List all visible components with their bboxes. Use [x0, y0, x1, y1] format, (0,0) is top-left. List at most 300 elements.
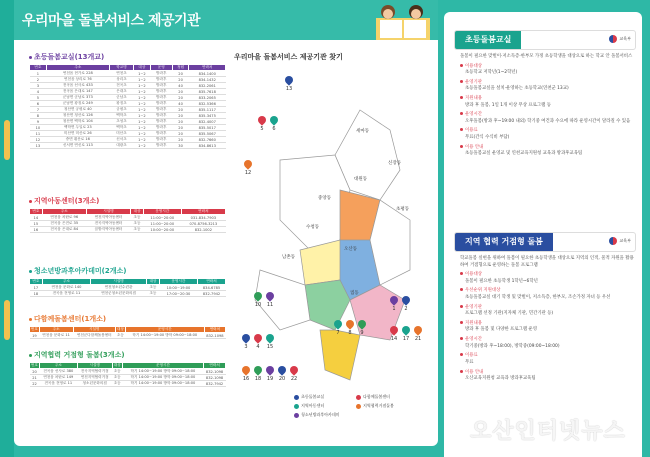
intro-text: 학교돌봄 실현을 위하여 돌봄이 필요한 초등학생을 대상으로 지역의 인적, 물적 자원을 활용하여 거점형으로 운영하는 돌봄 프로그램	[460, 256, 634, 268]
table-header: 시설명	[91, 279, 147, 285]
table-cell: 12	[30, 137, 47, 143]
table-cell: 방과후	[150, 107, 172, 113]
region-green	[305, 280, 350, 330]
table-header: 시설명	[86, 209, 130, 215]
table-cell: 1~2	[134, 83, 151, 89]
pin-number: 20	[278, 376, 286, 382]
table-cell: 초등	[116, 333, 124, 337]
table-cell: 834-1400	[189, 71, 226, 77]
table-cell: 신서면 연신로 113	[46, 143, 109, 149]
table-header: 연락처	[198, 279, 226, 285]
region-label: 중앙동	[318, 196, 332, 201]
table-cell: 20	[172, 125, 189, 131]
region-label: 남촌동	[282, 255, 296, 260]
table-cell: 전곡읍 은대로 147	[46, 89, 109, 95]
table-cell: 청산면 청산로 126	[46, 113, 109, 119]
bullet-icon	[460, 64, 463, 67]
table-cell: 6	[30, 101, 47, 107]
table-cell: 4	[30, 89, 47, 95]
table-cell: 16	[30, 227, 43, 233]
table-row	[30, 143, 226, 149]
bullet-icon	[460, 112, 463, 115]
table-cell: 20	[172, 95, 189, 101]
table-cell: 834-8613	[189, 143, 226, 149]
table-cell: 1~2	[134, 95, 151, 101]
info-body: 돌봄이 필요한 초등학생 1학년~6학년	[465, 278, 538, 284]
table-cell: 연천지역아동센터	[86, 215, 130, 221]
table-cell: 1~2	[134, 77, 151, 83]
table-cell: 832-5366	[189, 101, 226, 107]
table-cell: 연천읍 문화로 140	[42, 285, 90, 291]
table-cell: 832-4007	[189, 119, 226, 125]
table-cell: 연천군다함께돌봄센터	[73, 333, 115, 339]
section-4	[29, 350, 226, 387]
info-heading: 우선순위 지원대상	[460, 288, 634, 295]
pin-number: 7	[336, 330, 340, 336]
facility-table	[29, 64, 226, 149]
table-header: 번호	[30, 65, 47, 71]
info-body: 방과 후 돌봄 및 다양한 프로그램 운영	[465, 327, 537, 333]
table-cell: 832-2061	[189, 83, 226, 89]
table-cell: 20	[172, 71, 189, 77]
pin-number: 21	[414, 336, 422, 342]
table-header: 운영시간	[159, 279, 197, 285]
table-cell: 초등	[113, 381, 121, 385]
table-cell: 방과후	[150, 95, 172, 101]
table-header: 운영시간	[125, 327, 204, 333]
region-label: 궐동	[350, 291, 359, 296]
table-cell: 1~2	[134, 107, 151, 113]
info-body: 초등학교 저학년(1~2학년)	[465, 70, 518, 76]
table-cell: 11:00~20:00	[143, 215, 181, 221]
table-cell: 1~2	[134, 131, 151, 137]
region-label: 세마동	[356, 129, 370, 134]
info-heading: 이용 안내	[460, 145, 634, 152]
table-cell: 백학면 두일로 23	[46, 125, 109, 131]
table-cell: 30	[172, 143, 189, 149]
table-header: 대상	[116, 327, 124, 331]
bullet-icon	[460, 321, 463, 324]
table-header: 대상	[131, 209, 144, 215]
region-south-yellow	[320, 330, 360, 380]
table-cell: 1~2	[134, 101, 151, 107]
map-title: 우리마을 돌봄서비스 제공기관 찾기	[234, 53, 343, 61]
table-cell: 20	[172, 119, 189, 125]
table-cell: 군남면 왕징로 249	[46, 101, 109, 107]
table-cell: 5	[30, 95, 47, 101]
table-row	[30, 227, 226, 233]
info-body: 학기중(방과 후~18:00), 방학중(09:00~18:00)	[465, 343, 560, 349]
info-heading: 운영기관	[460, 305, 634, 312]
table-header: 연락처	[181, 209, 225, 215]
bullet-icon	[29, 354, 32, 357]
info-body: 무료(간식 수식비 부담)	[465, 135, 510, 141]
bullet-icon	[460, 96, 463, 99]
table-cell: 17:00~20:30	[159, 291, 197, 297]
pin-number: 16	[242, 376, 250, 382]
table-cell: 초등	[131, 221, 144, 227]
section-title: 지역협력 거점형 돌봄(3개소)	[29, 350, 226, 360]
table-cell: 031-834-7903	[181, 215, 225, 221]
table-cell: 10:00~19:00	[159, 285, 197, 291]
table-cell: 20	[172, 113, 189, 119]
section-0	[29, 52, 226, 149]
table-cell: 중면 횡산로 16	[46, 137, 109, 143]
table-cell: 전곡초	[109, 83, 133, 89]
table-cell: 11	[30, 131, 47, 137]
table-cell: 궁평초	[109, 107, 133, 113]
table-cell: 방과후	[150, 113, 172, 119]
table-header: 연락처	[204, 327, 225, 333]
info-heading: 지원내용	[460, 321, 634, 328]
pin-number: 12	[244, 170, 252, 176]
pin-number: 3	[244, 344, 248, 350]
bullet-icon	[460, 337, 463, 340]
info-body: 오후돌봄(방과 후~19:00 내외) 학기중 여건과 수요에 따라 운영시간이 달라질 수 있음	[465, 118, 631, 124]
table-header: 대상	[134, 65, 151, 71]
table-cell: 10	[30, 125, 47, 131]
info-heading: 이용 안내	[460, 370, 634, 377]
table-cell: 신서초	[109, 137, 133, 143]
local-hub-care-text	[460, 256, 634, 383]
table-cell: 18	[30, 291, 43, 297]
table-cell: 832-1098	[204, 375, 226, 381]
pin-number: 17	[402, 336, 410, 342]
table-cell: 832-1098	[206, 333, 224, 338]
region-label: 오산동	[344, 247, 358, 252]
table-cell: 8	[30, 113, 47, 119]
table-cell: 미산면 미산로 26	[46, 131, 109, 137]
region-label: 초평동	[396, 207, 410, 212]
bullet-icon	[460, 128, 463, 131]
table-cell: 전곡읍 은전로 35	[42, 221, 86, 227]
table-cell: 1~2	[134, 137, 151, 143]
table-cell: 835-5017	[189, 125, 226, 131]
table-cell: 15	[30, 221, 43, 227]
pin-number: 4	[256, 344, 260, 350]
legend-pin-icon	[356, 395, 361, 400]
intro-text: 돌봄이 필요한 맞벌이·저소득층·한부모 가정 초등학생을 대상으로 하는 학교 안 돌봄서비스	[460, 54, 633, 59]
table-cell: 방과후	[150, 83, 172, 89]
region-west	[280, 155, 350, 250]
table-cell: 상리초	[109, 77, 133, 83]
table-cell: 초등	[113, 375, 121, 379]
pin-number: 1	[392, 306, 396, 312]
table-cell: 학기 14:00~19:00 방학 09:00~18:00	[122, 369, 204, 375]
table-cell: 초등	[131, 227, 144, 233]
pin-number: 5	[260, 126, 264, 132]
pin-number: 19	[266, 376, 274, 382]
section-title: 청소년방과후아카데미(2개소)	[29, 266, 226, 276]
table-cell: 초등	[131, 215, 144, 221]
table-cell: 20	[172, 89, 189, 95]
bullet-icon	[460, 288, 463, 291]
table-header: 학교명	[109, 65, 133, 71]
table-cell: 1~2	[134, 125, 151, 131]
table-header: 운영시간	[143, 209, 181, 215]
legend-item: 청소년방과후아카데미	[294, 412, 356, 418]
ministry-emblem-icon	[609, 237, 617, 245]
table-cell: 연천읍 문화로 11	[39, 333, 73, 339]
table-header: 번호	[30, 327, 38, 331]
bullet-icon	[460, 305, 463, 308]
info-body: 무료	[465, 359, 474, 365]
bullet-icon	[29, 56, 32, 59]
table-cell: 2	[30, 77, 47, 83]
facility-table	[29, 362, 226, 387]
box-local-hub-care	[454, 232, 636, 252]
legend-pin-icon	[294, 404, 299, 409]
pin-number: 18	[254, 376, 262, 382]
table-row	[30, 333, 226, 339]
table-cell: 832-1098	[204, 369, 226, 375]
page-title: 우리마을 돌봄서비스 제공기관	[22, 13, 201, 29]
table-cell: 전곡읍 선사로 433	[46, 83, 109, 89]
table-cell: 방과후	[150, 119, 172, 125]
info-heading: 운영시간	[460, 112, 634, 119]
table-header: 운영시간	[122, 363, 204, 369]
table-cell: 20	[172, 131, 189, 137]
table-cell: 연천초	[109, 71, 133, 77]
bullet-icon	[460, 370, 463, 373]
table-header: 대상	[147, 279, 160, 285]
table-cell: 방과후	[150, 89, 172, 95]
info-body: 프로그램 선정 기관(지자체 기관, 민간기관 등)	[465, 311, 554, 317]
info-heading: 이용대상	[460, 272, 634, 279]
table-cell: 학기 14:00~19:00 방학 09:00~18:00	[122, 375, 204, 381]
region-sw	[255, 270, 310, 330]
section-3	[29, 314, 226, 339]
table-cell: 20	[30, 369, 40, 375]
ministry-badge: 교육부	[609, 35, 631, 43]
ministry-emblem-icon	[609, 35, 617, 43]
info-heading: 이용대상	[460, 64, 634, 71]
table-cell: 40	[172, 101, 189, 107]
pin-number: 13	[285, 86, 293, 92]
table-cell: 연천청소년수련관	[91, 285, 147, 291]
table-cell: 초등	[147, 291, 160, 297]
pin-number: 11	[266, 302, 274, 308]
facility-table	[29, 278, 226, 297]
elementary-care-text	[460, 54, 634, 158]
table-header: 주소	[42, 279, 90, 285]
table-cell: 전곡읍 선사로 380	[40, 369, 78, 375]
pin-number: 2	[404, 306, 408, 312]
table-cell: 방과후	[150, 125, 172, 131]
legend-item: 지역아동센터	[294, 403, 356, 409]
table-cell: 전곡지역아동센터	[86, 221, 130, 227]
info-body: 방과 후 돌봄, 1일 1개 이상 무상 프로그램 등	[465, 102, 552, 108]
table-header: 주소	[46, 65, 109, 71]
info-heading: 이용료	[460, 353, 634, 360]
decor-dash	[4, 300, 10, 340]
table-cell: 1~2	[134, 119, 151, 125]
table-header: 시설명	[73, 327, 115, 333]
table-cell: 방과후	[150, 71, 172, 77]
table-cell: 청소년문화의집	[77, 381, 112, 387]
info-heading: 운영기관	[460, 80, 634, 87]
section-title: 지역아동센터(3개소)	[29, 196, 226, 206]
region-label: 대원동	[354, 177, 368, 182]
pin-number: 6	[272, 126, 276, 132]
table-header: 번호	[30, 279, 43, 285]
facility-table	[29, 326, 226, 339]
table-cell: 070-8756-3213	[181, 221, 225, 227]
table-cell: 10:00~20:00	[143, 227, 181, 233]
legend-pin-icon	[294, 395, 299, 400]
table-cell: 학기 14:00~19:00 방학 09:00~18:00	[125, 333, 204, 339]
table-cell: 14	[30, 215, 43, 221]
pin-number: 14	[390, 336, 398, 342]
table-cell: 초성초	[109, 119, 133, 125]
table-header: 번호	[30, 209, 43, 215]
legend-item: 초등돌봄교실	[294, 394, 356, 400]
table-cell: 학기 14:00~19:00 방학 09:00~18:00	[122, 381, 204, 387]
table-cell: 1	[30, 71, 47, 77]
legend-item: 지역협력거점돌봄	[356, 403, 418, 409]
table-cell: 832-7942	[198, 291, 226, 297]
table-header: 주소	[40, 363, 78, 369]
pin-number: 9	[360, 330, 364, 336]
table-cell: 19	[30, 333, 40, 339]
bullet-icon	[460, 145, 463, 148]
table-header: 연락처	[189, 65, 226, 71]
box-elementary-care	[454, 30, 636, 50]
table-cell: 832-7660	[189, 137, 226, 143]
table-cell: 청산면 백학로 104	[46, 119, 109, 125]
table-cell: 군남초	[109, 95, 133, 101]
table-cell: 832-1002	[181, 227, 225, 233]
section-title: 초등돌봄교실(13개교)	[29, 52, 226, 62]
table-cell: 1~2	[134, 71, 151, 77]
table-cell: 연천읍 차탄로 149	[40, 375, 78, 381]
info-body: 초등돌봄교실 대기 학생 및 맞벌이, 저소득층, 한부모, 조손가정 자녀 등 우선	[465, 295, 611, 301]
table-header: 번호	[31, 363, 38, 367]
table-cell: 연천읍 현가로 228	[46, 71, 109, 77]
table-cell: 꿈밭지역아동센터	[86, 227, 130, 233]
bullet-icon	[29, 270, 32, 273]
decor-dash	[4, 120, 10, 160]
table-row	[30, 381, 226, 387]
table-cell: 834-1432	[189, 77, 226, 83]
table-cell: 연천지역협력거점	[77, 375, 112, 381]
pin-number: 10	[254, 302, 262, 308]
info-heading: 운영시간	[460, 337, 634, 344]
table-cell: 832-7942	[204, 381, 226, 387]
bullet-icon	[460, 80, 463, 83]
table-header: 연락처	[204, 363, 226, 369]
table-cell: 40	[172, 83, 189, 89]
table-cell: 초등	[113, 369, 121, 373]
table-header: 주소	[39, 327, 73, 333]
table-cell: 연천군청소년문화의집	[91, 291, 147, 297]
info-body: 초등돌봄교실 운영교 및 연천교육지원청 교육과 방과후교육팀	[465, 151, 583, 157]
bullet-icon	[29, 200, 32, 203]
table-cell: 7	[30, 107, 47, 113]
reading-kids-illustration	[370, 0, 436, 42]
box-label: 초등돌봄교실	[455, 31, 521, 49]
watermark: 오산인터넷뉴스	[470, 419, 626, 444]
table-cell: 1~2	[134, 143, 151, 149]
pin-number: 15	[266, 344, 274, 350]
table-cell: 835-1117	[189, 107, 226, 113]
table-cell: 833-2065	[189, 95, 226, 101]
table-cell: 전곡읍 은대로 84	[42, 227, 86, 233]
table-cell: 전곡읍 전영로 11	[40, 381, 78, 387]
table-cell: 17	[30, 285, 43, 291]
table-cell: 22	[30, 381, 40, 387]
table-cell: 11:00~20:00	[143, 221, 181, 227]
bullet-icon	[460, 353, 463, 356]
table-cell: 21	[30, 375, 40, 381]
box-label: 지역 협력 거점형 돌봄	[455, 233, 553, 251]
table-cell: 835-3475	[189, 113, 226, 119]
table-cell: 연천읍 차탄로 96	[42, 215, 86, 221]
table-cell: 9	[30, 119, 47, 125]
info-heading: 지원내용	[460, 96, 634, 103]
table-cell: 13	[30, 143, 47, 149]
table-cell: 1~2	[134, 89, 151, 95]
table-cell: 대광초	[109, 143, 133, 149]
table-cell: 연천읍 상리로 76	[46, 77, 109, 83]
table-cell: 방과후	[150, 101, 172, 107]
table-cell: 청산면 궁평로 40	[46, 107, 109, 113]
table-cell: 전곡읍 전영로 11	[42, 291, 90, 297]
info-body: 초등돌봄교실을 설치·운영하는 초등학교(연천군 13교)	[465, 86, 569, 92]
map-legend	[294, 394, 424, 421]
table-cell: 군남면 군남로 373	[46, 95, 109, 101]
table-cell: 은대초	[109, 89, 133, 95]
legend-pin-icon	[356, 404, 361, 409]
table-header: 운영	[150, 65, 172, 71]
table-cell: 백학초	[109, 125, 133, 131]
region-label: 수청동	[306, 225, 320, 230]
table-cell: 3	[30, 83, 47, 89]
table-cell: 20	[172, 137, 189, 143]
table-row	[30, 291, 226, 297]
table-cell: 방과후	[150, 131, 172, 137]
table-cell: 초등	[147, 285, 160, 291]
table-cell: 835-5067	[189, 131, 226, 137]
table-header: 시설명	[77, 363, 112, 369]
section-2	[29, 266, 226, 297]
table-cell: 20	[172, 107, 189, 113]
info-body: 오산교육지원청 교육과 방과후교육팀	[465, 376, 536, 382]
table-header: 주소	[42, 209, 86, 215]
table-cell: 미산초	[109, 131, 133, 137]
region-label: 신장동	[388, 161, 402, 166]
table-header: 대상	[113, 363, 121, 367]
table-cell: 전곡지역협력거점	[77, 369, 112, 375]
table-cell: 1~2	[134, 113, 151, 119]
info-heading: 이용료	[460, 128, 634, 135]
legend-item: 다함께돌봄센터	[356, 394, 418, 400]
left-edge-stripe	[0, 0, 14, 457]
section-1	[29, 196, 226, 233]
table-cell: 백학초	[109, 113, 133, 119]
legend-pin-icon	[294, 413, 299, 418]
table-cell: 834-6785	[198, 285, 226, 291]
bullet-icon	[460, 272, 463, 275]
ministry-badge: 교육부	[609, 237, 631, 245]
table-cell: 방과후	[150, 143, 172, 149]
section-title: 다함께돌봄센터(1개소)	[29, 314, 226, 324]
table-cell: 방과후	[150, 77, 172, 83]
pin-number: 8	[348, 330, 352, 336]
pin-number: 22	[290, 376, 298, 382]
table-header: 정원	[172, 65, 189, 71]
table-cell: 왕징초	[109, 101, 133, 107]
